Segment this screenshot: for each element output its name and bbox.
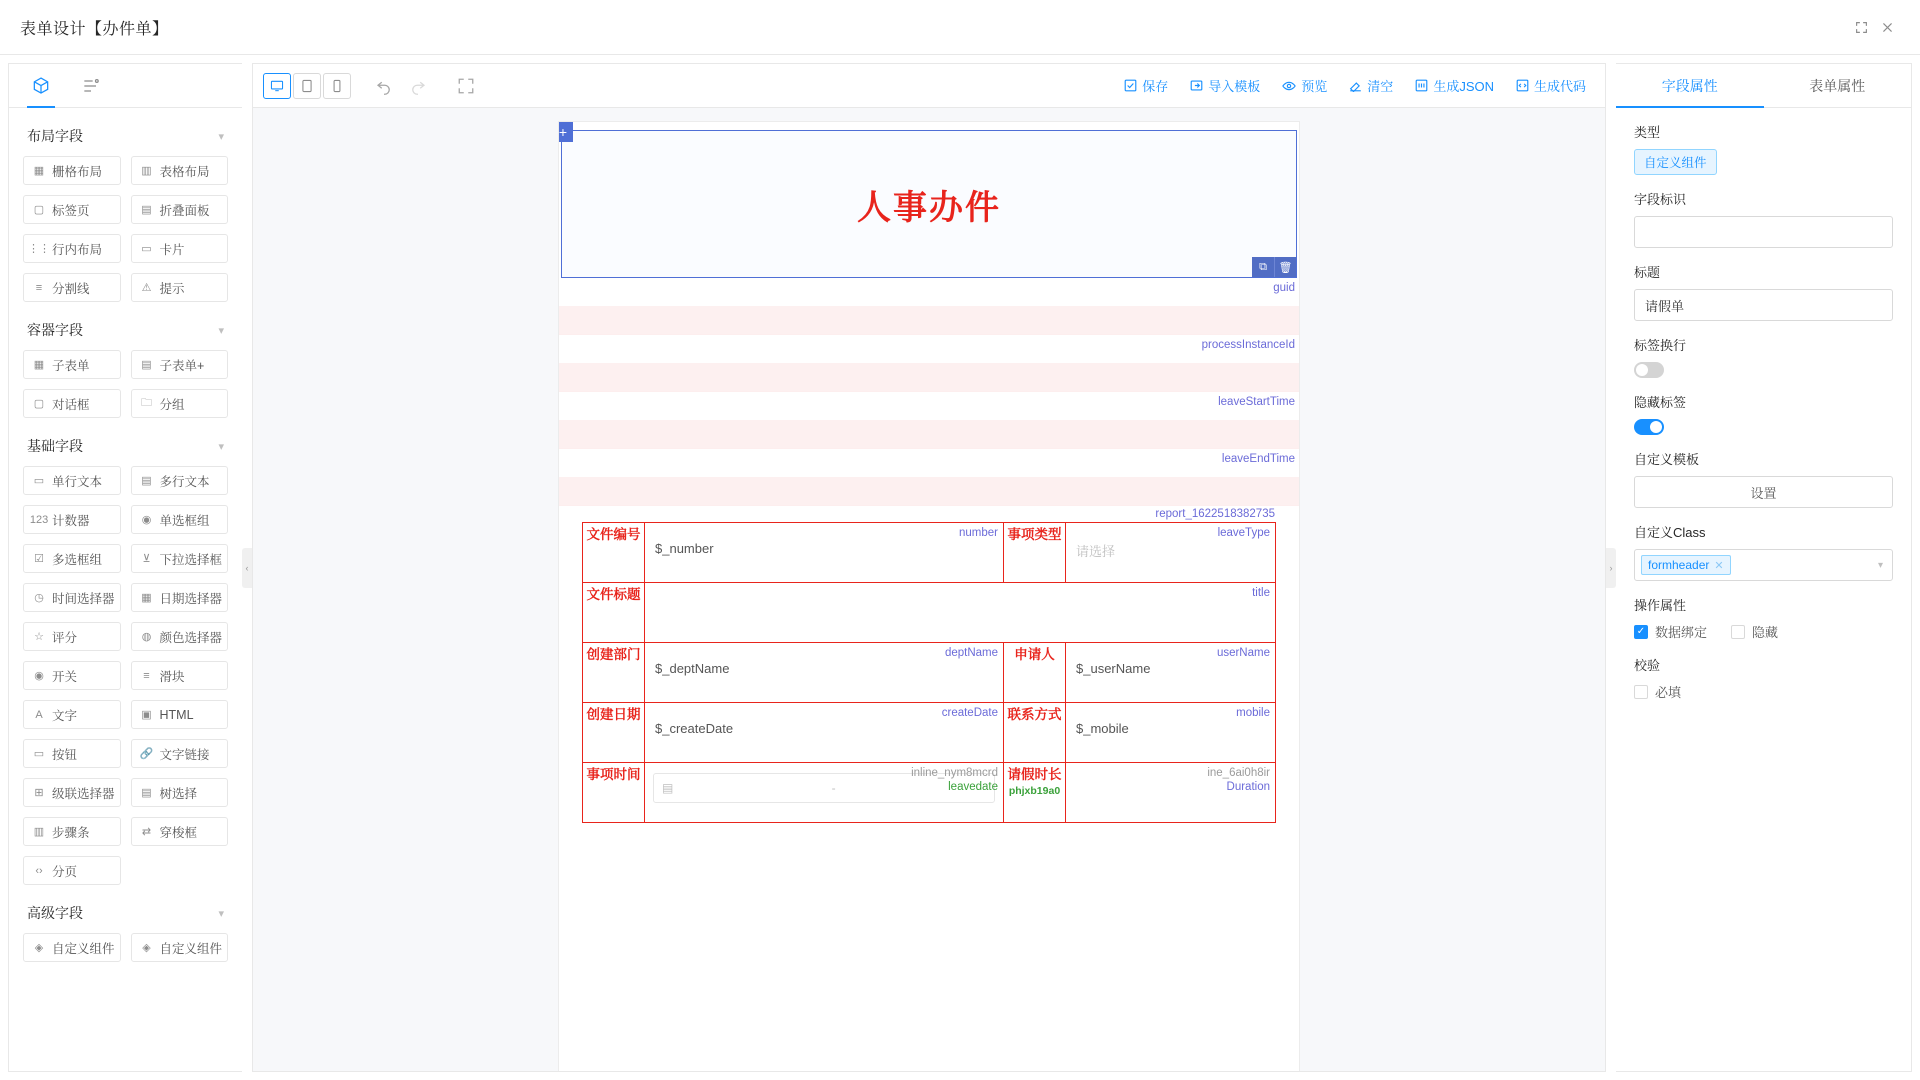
close-icon[interactable]	[1874, 14, 1900, 40]
cell-label-number: 文件编号	[583, 523, 645, 583]
eye-icon	[1282, 79, 1296, 93]
design-center	[252, 63, 1606, 1072]
properties-panel	[1616, 63, 1912, 1072]
window-titlebar	[0, 0, 1920, 55]
save-icon	[1124, 79, 1137, 92]
save-button[interactable]	[1115, 72, 1177, 99]
field-item-cascader[interactable]	[23, 778, 121, 807]
action-label: 生成JSON	[1433, 79, 1494, 94]
palette-icon: ◍	[141, 631, 152, 643]
field-label: 日期选择器	[159, 591, 223, 606]
tab-form-properties[interactable]: 表单属性	[1809, 77, 1866, 94]
components-tab[interactable]	[19, 64, 63, 107]
field-tag: mobile	[1236, 707, 1270, 719]
cell-value-leavedate[interactable]	[645, 763, 1004, 823]
hide-label-label: 隐藏标签	[1634, 395, 1687, 410]
cell-value-duration[interactable]	[1066, 763, 1276, 823]
properties-body	[1616, 108, 1911, 1071]
group-icon: 🗀	[141, 397, 152, 409]
field-list-basic	[9, 466, 242, 891]
title-input[interactable]	[1634, 289, 1893, 321]
field-item-inline[interactable]	[23, 234, 121, 263]
cell-value-title[interactable]	[645, 583, 1276, 643]
field-label: 按钮	[52, 747, 78, 762]
number-icon: 123	[29, 513, 49, 526]
field-label: 分割线	[52, 281, 90, 296]
field-item-subform[interactable]	[23, 350, 121, 379]
widget-hidden-guid[interactable]	[559, 278, 1299, 335]
field-item-select[interactable]	[131, 544, 229, 573]
group-title: 容器字段	[27, 322, 83, 338]
clear-icon	[1349, 79, 1362, 92]
custom-template-settings-button[interactable]: 设置	[1634, 476, 1893, 508]
field-label: HTML	[159, 707, 194, 722]
checkbox-icon: ☑	[34, 553, 44, 565]
grid-icon: ▦	[33, 165, 45, 177]
field-id-input[interactable]	[1634, 216, 1893, 248]
alert-icon: ⚠	[141, 282, 152, 294]
field-item-html[interactable]	[131, 700, 229, 729]
field-label: 单行文本	[52, 474, 103, 489]
cell-value-mobile[interactable]	[1066, 703, 1276, 763]
card-icon: ▭	[141, 243, 152, 255]
inline-icon: ⋮⋮	[28, 243, 50, 255]
checkbox-label: 必填	[1655, 685, 1682, 700]
dialog-icon: ▢	[33, 398, 45, 410]
widget-form-header[interactable]	[559, 124, 1297, 278]
action-label: 保存	[1142, 79, 1169, 94]
radio-icon: ◉	[141, 514, 152, 526]
restore-icon[interactable]	[1848, 14, 1874, 40]
field-tag: leaveType	[1217, 527, 1270, 539]
field-item-switch[interactable]	[23, 661, 121, 690]
group-header-container[interactable]	[9, 308, 242, 350]
import-template-button[interactable]	[1181, 72, 1269, 99]
field-tag: title	[1252, 587, 1270, 599]
workbench	[0, 55, 1920, 1080]
toggle-knob	[1636, 364, 1648, 376]
field-item-number[interactable]	[23, 505, 121, 534]
field-item-subform-plus[interactable]	[131, 350, 229, 379]
validation-label: 校验	[1634, 658, 1661, 673]
cell-label-duration	[1004, 763, 1066, 823]
outline-tab[interactable]	[69, 64, 113, 107]
cell-value-leaveType[interactable]	[1066, 523, 1276, 583]
cell-placeholder: 请选择	[1076, 544, 1116, 559]
field-item-color[interactable]	[131, 622, 229, 651]
table-row[interactable]	[583, 643, 1276, 703]
field-item-dialog[interactable]	[23, 389, 121, 418]
device-switcher	[263, 73, 351, 99]
designer-toolbar	[253, 64, 1605, 108]
custom-class-label: 自定义Class	[1634, 525, 1706, 540]
field-item-transfer[interactable]	[131, 817, 229, 846]
form-table	[582, 522, 1276, 823]
group-title: 布局字段	[27, 128, 83, 144]
checkbox-label: 隐藏	[1752, 625, 1779, 640]
code-icon	[1516, 79, 1529, 92]
field-item-textarea[interactable]	[131, 466, 229, 495]
cell-label-userName: 申请人	[1004, 643, 1066, 703]
field-tag: inline_nym8mcrd	[911, 767, 998, 779]
field-label: 分组	[159, 397, 185, 412]
field-item-collapse[interactable]	[131, 195, 229, 224]
field-list-layout	[9, 156, 242, 308]
field-label: 子表单+	[159, 358, 205, 373]
cascader-icon: ⊞	[34, 787, 44, 799]
field-tag: phjxb19a0	[1008, 785, 1061, 797]
type-label: 类型	[1634, 125, 1661, 140]
field-tag: createDate	[941, 707, 998, 719]
cell-label-title: 文件标题	[583, 583, 645, 643]
table-row[interactable]	[583, 583, 1276, 643]
cell-label-leavedate: 事项时间	[583, 763, 645, 823]
field-label: 自定义组件	[159, 941, 223, 956]
clear-button[interactable]	[1340, 72, 1402, 99]
field-label: 文字	[52, 708, 78, 723]
chevron-left-icon[interactable]: ‹	[242, 548, 252, 588]
field-label: 评分	[52, 630, 78, 645]
cell-text: $_mobile	[1076, 721, 1129, 736]
subform-plus-icon: ▤	[141, 359, 152, 371]
preview-button[interactable]	[1273, 72, 1336, 99]
subform-icon: ▦	[33, 359, 45, 371]
right-collapse-handle[interactable]	[1606, 63, 1616, 1072]
cell-label-text: 请假时长	[1007, 767, 1062, 782]
type-value: 自定义组件	[1634, 149, 1717, 175]
field-label: 行内布局	[52, 242, 103, 257]
tab-field-properties[interactable]: 字段属性	[1616, 64, 1764, 107]
table-row[interactable]	[583, 523, 1276, 583]
star-icon: ☆	[34, 631, 44, 643]
hide-label-toggle[interactable]	[1634, 419, 1664, 435]
action-label: 清空	[1367, 79, 1394, 94]
field-item-grid[interactable]	[23, 156, 121, 185]
table-row[interactable]	[583, 703, 1276, 763]
field-item-rate[interactable]	[23, 622, 121, 651]
steps-icon: ▥	[33, 826, 45, 838]
widget-toolbar	[1252, 257, 1296, 277]
table-icon: ▥	[141, 165, 152, 177]
field-tag: deptName	[944, 647, 998, 659]
tree-select-icon: ▤	[141, 787, 152, 799]
field-label: 计数器	[52, 513, 90, 528]
range-dash: -	[831, 781, 836, 795]
field-label: 卡片	[159, 242, 185, 257]
label-wrap-toggle[interactable]	[1634, 362, 1664, 378]
field-tag-secondary: leavedate	[948, 781, 998, 793]
chevron-right-icon[interactable]: ›	[1606, 548, 1616, 588]
validation-options	[1634, 682, 1893, 701]
field-tag: ine_6ai0h8ir	[1207, 767, 1270, 779]
field-label: 分页	[52, 864, 78, 879]
copy-icon[interactable]: ⧉	[1252, 257, 1274, 277]
properties-tabs	[1616, 64, 1911, 108]
field-item-custom-1[interactable]	[23, 933, 121, 962]
field-label: 对话框	[52, 397, 90, 412]
field-item-date[interactable]	[131, 583, 229, 612]
group-header-advanced[interactable]	[9, 891, 242, 933]
field-tag: processInstanceId	[1201, 339, 1295, 351]
field-item-button[interactable]	[23, 739, 121, 768]
field-id-label: 字段标识	[1634, 192, 1687, 207]
field-item-table[interactable]	[131, 156, 229, 185]
custom-icon: ◈	[34, 942, 44, 954]
collapse-icon: ▤	[141, 204, 152, 216]
cell-text: $_deptName	[655, 661, 730, 676]
cell-text: $_number	[655, 541, 714, 556]
field-item-pagination[interactable]	[23, 856, 121, 885]
field-label: 标签页	[52, 203, 90, 218]
field-label: 栅格布局	[52, 164, 103, 179]
field-label: 下拉选择框	[159, 552, 223, 567]
custom2-icon: ◈	[142, 942, 151, 954]
close-icon[interactable]: ✕	[1714, 559, 1724, 572]
group-header-basic[interactable]	[9, 424, 242, 466]
mobile-icon[interactable]	[323, 73, 351, 99]
checkbox-icon	[1634, 685, 1648, 699]
clock-icon: ◷	[34, 592, 44, 604]
field-tag: guid	[1273, 282, 1295, 294]
field-item-alert[interactable]	[131, 273, 229, 302]
field-label: 表格布局	[159, 164, 210, 179]
field-label: 颜色选择器	[159, 630, 223, 645]
operation-options	[1634, 622, 1893, 641]
chevron-down-icon: ▾	[218, 440, 224, 453]
link-icon: 🔗	[139, 748, 154, 760]
checkbox-required[interactable]	[1634, 682, 1681, 701]
field-label: 步骤条	[52, 825, 90, 840]
field-item-custom-2[interactable]	[131, 933, 229, 962]
custom-class-select[interactable]	[1634, 549, 1893, 581]
field-label: 文字链接	[159, 747, 210, 762]
checkbox-label: 数据绑定	[1655, 625, 1708, 640]
field-item-slider[interactable]	[131, 661, 229, 690]
toggle-knob	[1650, 421, 1662, 433]
library-scroll[interactable]	[9, 108, 242, 1071]
field-label: 树选择	[159, 786, 198, 801]
trash-icon[interactable]: 🗑	[1274, 257, 1296, 277]
class-tag-label: formheader	[1648, 558, 1710, 572]
field-label: 时间选择器	[52, 591, 115, 606]
cell-label-mobile: 联系方式	[1004, 703, 1066, 763]
field-label: 级联选择器	[52, 786, 115, 801]
checkbox-icon: ✓	[1634, 625, 1648, 639]
field-label: 穿梭框	[159, 825, 198, 840]
field-label: 折叠面板	[159, 203, 210, 218]
checkbox-icon	[1731, 625, 1745, 639]
action-label: 导入模板	[1208, 79, 1261, 94]
field-tag: leaveStartTime	[1218, 396, 1295, 408]
field-label: 单选框组	[159, 513, 210, 528]
textarea-icon: ▤	[141, 475, 152, 487]
field-item-input[interactable]	[23, 466, 121, 495]
text-icon: A	[35, 708, 43, 721]
field-item-radio[interactable]	[131, 505, 229, 534]
cell-value-userName[interactable]	[1066, 643, 1276, 703]
field-item-checkbox[interactable]	[23, 544, 121, 573]
slider-icon: ≡	[143, 669, 150, 682]
chevron-down-icon: ▾	[218, 130, 224, 143]
field-item-card[interactable]	[131, 234, 229, 263]
field-item-tabs[interactable]	[23, 195, 121, 224]
group-title: 基础字段	[27, 438, 83, 454]
operation-label: 操作属性	[1634, 598, 1687, 613]
cell-text: $_createDate	[655, 721, 734, 736]
field-label: 多行文本	[159, 474, 210, 489]
field-label: 提示	[159, 281, 185, 296]
cell-label-createDate: 创建日期	[583, 703, 645, 763]
cell-text: $_userName	[1076, 661, 1151, 676]
field-item-divider[interactable]	[23, 273, 121, 302]
library-tabs	[9, 64, 242, 108]
cell-value-createDate[interactable]	[645, 703, 1004, 763]
table-row[interactable]	[583, 763, 1276, 823]
label-wrap-label: 标签换行	[1634, 338, 1687, 353]
field-list-advanced	[9, 933, 242, 968]
cell-label-leaveType: 事项类型	[1004, 523, 1066, 583]
calendar-icon: ▤	[662, 781, 674, 795]
switch-icon: ◉	[34, 670, 44, 682]
field-item-group[interactable]	[131, 389, 229, 418]
cell-value-deptName[interactable]	[645, 643, 1004, 703]
field-list-container	[9, 350, 242, 424]
field-item-tree-select[interactable]	[131, 778, 229, 807]
select-icon: ⊻	[142, 553, 151, 565]
widget-hidden-processInstanceId[interactable]	[559, 335, 1299, 392]
report-tag: report_1622518382735	[1155, 508, 1275, 520]
form-canvas[interactable]	[559, 122, 1299, 1071]
widget-hidden-leaveEndTime[interactable]	[559, 449, 1299, 506]
group-header-layout[interactable]	[9, 114, 242, 156]
html-icon: ▣	[141, 709, 152, 721]
desktop-icon[interactable]	[263, 73, 291, 99]
field-tag: leaveEndTime	[1221, 453, 1295, 465]
left-collapse-handle[interactable]	[242, 63, 252, 1072]
button-icon: ▭	[33, 748, 45, 760]
field-item-link[interactable]	[131, 739, 229, 768]
input-icon: ▭	[33, 475, 45, 487]
form-header-title: 人事办件	[857, 188, 1001, 227]
field-tag: number	[959, 527, 998, 539]
transfer-icon: ⇄	[141, 826, 152, 838]
field-tag-secondary: Duration	[1226, 781, 1270, 793]
window-title: 表单设计【办件单】	[20, 20, 169, 38]
plus-move-icon[interactable]: +	[559, 122, 573, 142]
field-label: 自定义组件	[52, 941, 115, 956]
tabs-icon: ▢	[33, 204, 45, 216]
title-label: 标题	[1634, 265, 1661, 280]
json-icon	[1415, 79, 1428, 92]
field-item-steps[interactable]	[23, 817, 121, 846]
redo-icon[interactable]	[403, 71, 433, 101]
cell-label-deptName: 创建部门	[583, 643, 645, 703]
field-label: 滑块	[159, 669, 185, 684]
field-item-time[interactable]	[23, 583, 121, 612]
divider-icon: ≡	[35, 281, 43, 294]
cell-value-number[interactable]	[645, 523, 1004, 583]
component-library-panel	[8, 63, 242, 1072]
field-tag: userName	[1216, 647, 1270, 659]
widget-hidden-leaveStartTime[interactable]	[559, 392, 1299, 449]
class-tag[interactable]	[1641, 555, 1731, 575]
import-icon	[1190, 79, 1203, 92]
field-item-text[interactable]	[23, 700, 121, 729]
checkbox-data-binding[interactable]	[1634, 622, 1707, 641]
generate-code-button[interactable]	[1507, 72, 1595, 99]
chevron-down-icon: ▾	[1877, 559, 1883, 571]
calendar-icon: ▦	[141, 592, 152, 604]
custom-template-label: 自定义模板	[1634, 452, 1700, 467]
field-label: 子表单	[52, 358, 90, 373]
fullscreen-icon[interactable]	[451, 71, 481, 101]
action-label: 生成代码	[1533, 79, 1586, 94]
generate-json-button[interactable]	[1406, 72, 1503, 99]
chevron-down-icon: ▾	[218, 907, 224, 920]
field-label: 开关	[52, 669, 78, 684]
field-label: 多选框组	[52, 552, 103, 567]
group-title: 高级字段	[27, 905, 83, 921]
checkbox-hidden[interactable]	[1731, 622, 1778, 641]
undo-icon[interactable]	[369, 71, 399, 101]
canvas-scroll-area[interactable]	[253, 108, 1605, 1071]
tablet-icon[interactable]	[293, 73, 321, 99]
chevron-down-icon: ▾	[218, 324, 224, 337]
pagination-icon: ‹›	[35, 864, 43, 877]
action-label: 预览	[1301, 79, 1328, 94]
